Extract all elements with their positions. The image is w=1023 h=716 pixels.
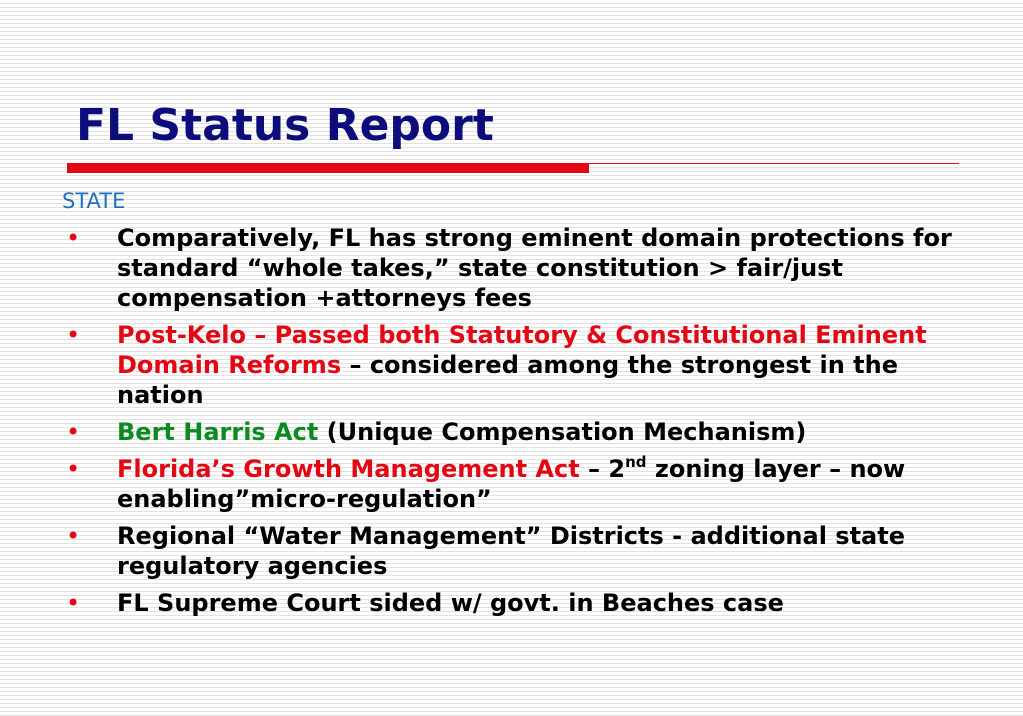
- bullet-item: [62, 588, 962, 618]
- bullet-icon: •: [66, 455, 81, 483]
- section-label: STATE: [62, 189, 126, 213]
- bullet-highlight-text: Post-Kelo – Passed both Statutory & Constitutional Eminent Domain Reforms: [117, 321, 927, 379]
- bullet-text: – considered among the strongest in the nation: [117, 351, 898, 409]
- bullet-icon: •: [66, 321, 81, 349]
- bullet-text: FL Supreme Court sided w/ govt. in Beaches case: [117, 589, 784, 617]
- bullet-list: [62, 223, 962, 625]
- bullet-highlight-text: Florida’s Growth Management Act: [117, 455, 580, 483]
- bullet-item: [62, 417, 962, 447]
- bullet-icon: •: [66, 589, 81, 617]
- bullet-text-continued: zoning layer – now enabling”micro-regulation”: [117, 455, 906, 513]
- title-underline-thin-line: [589, 163, 959, 164]
- bullet-icon: •: [66, 224, 81, 252]
- bullet-item: [62, 223, 962, 313]
- bullet-text: Comparatively, FL has strong eminent domain protections for standard “whole takes,” state constitution > fair/just compensation +attorneys fees: [117, 224, 952, 312]
- ordinal-superscript: nd: [625, 453, 647, 471]
- bullet-icon: •: [66, 522, 81, 550]
- bullet-item: [62, 320, 962, 410]
- bullet-icon: •: [66, 418, 81, 446]
- bullet-item: [62, 454, 962, 514]
- bullet-item: [62, 521, 962, 581]
- slide-title: FL Status Report: [76, 100, 494, 151]
- bullet-highlight-text: Bert Harris Act: [117, 418, 319, 446]
- bullet-text: Regional “Water Management” Districts - additional state regulatory agencies: [117, 522, 905, 580]
- bullet-text: – 2: [579, 455, 626, 483]
- title-underline-bar: [67, 163, 589, 173]
- bullet-text: (Unique Compensation Mechanism): [318, 418, 807, 446]
